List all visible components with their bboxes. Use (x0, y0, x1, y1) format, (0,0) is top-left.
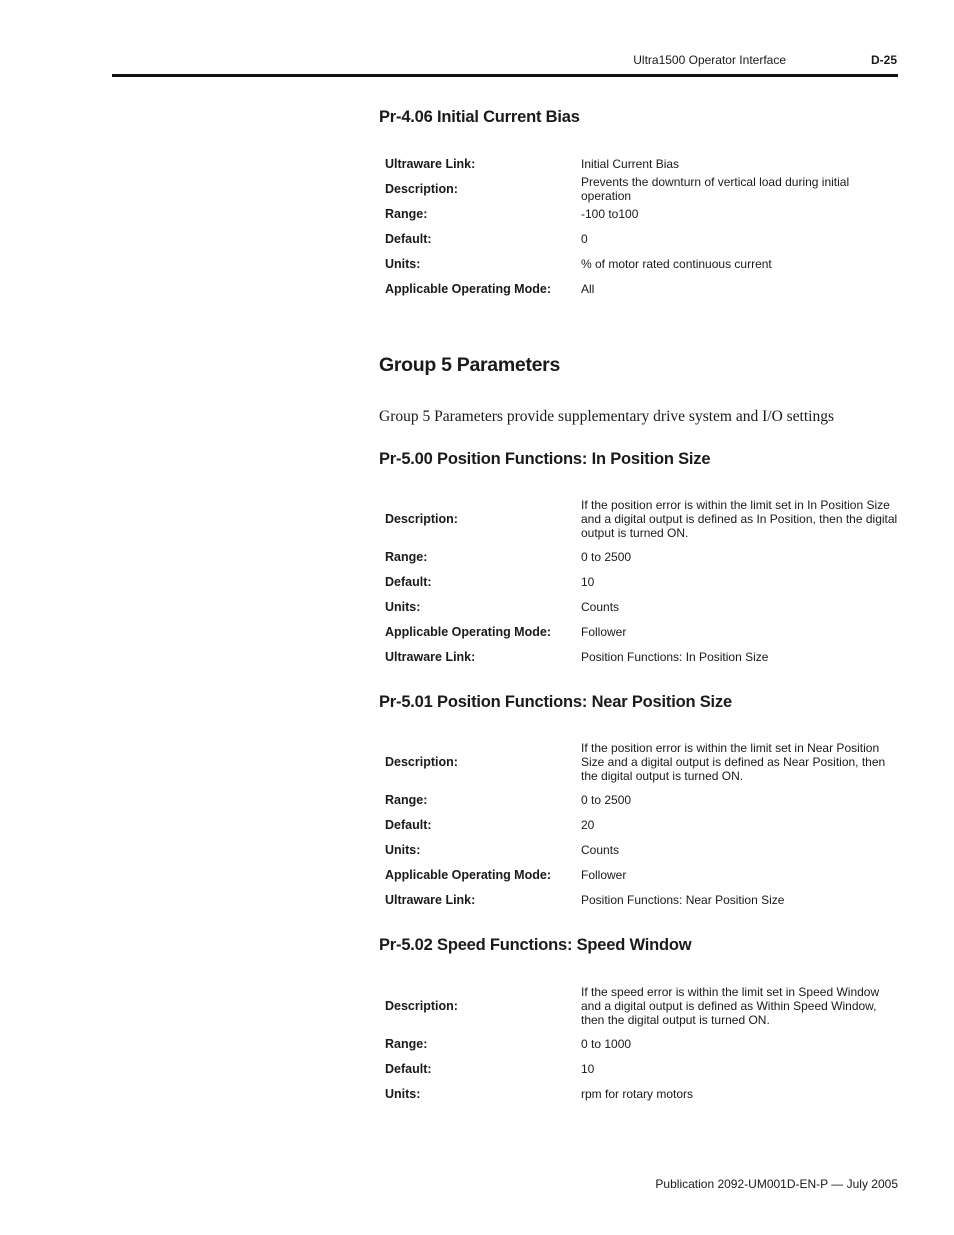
param-table-pr-5-00 (385, 494, 900, 669)
param-label: Default: (385, 231, 432, 246)
param-value: Follower (581, 867, 627, 882)
param-label: Units: (385, 256, 421, 271)
table-row (385, 151, 900, 176)
param-label: Ultraware Link: (385, 649, 476, 664)
param-label: Applicable Operating Mode: (385, 281, 551, 296)
param-value: Counts (581, 599, 620, 614)
param-table-pr-5-01 (385, 737, 900, 912)
table-row (385, 226, 900, 251)
param-label: Units: (385, 842, 421, 857)
table-row (385, 494, 900, 544)
table-row (385, 544, 900, 569)
table-row (385, 594, 900, 619)
param-value: 10 (581, 574, 595, 589)
section-heading-pr-5-00: Pr-5.00 Position Functions: In Position Size (379, 450, 711, 468)
param-label: Range: (385, 206, 428, 221)
table-row (385, 981, 900, 1031)
section-heading-pr-5-01: Pr-5.01 Position Functions: Near Position Size (379, 693, 732, 711)
param-label: Default: (385, 817, 432, 832)
param-label: Description: (385, 755, 458, 769)
param-label: Ultraware Link: (385, 156, 476, 171)
param-value: 20 (581, 817, 595, 832)
table-row (385, 251, 900, 276)
param-value: If the position error is within the limit set in Near Position Size and a digital output is defined as Near Position, then the digital output is turned ON. (581, 741, 886, 783)
table-row (385, 644, 900, 669)
table-row (385, 1031, 900, 1056)
section-heading-pr-5-02: Pr-5.02 Speed Functions: Speed Window (379, 936, 692, 954)
param-value: 10 (581, 1061, 595, 1076)
table-row (385, 201, 900, 226)
param-value: Position Functions: Near Position Size (581, 892, 785, 907)
page-number: D-25 (870, 53, 897, 67)
table-row (385, 862, 900, 887)
table-row (385, 837, 900, 862)
table-row (385, 276, 900, 301)
param-value: 0 to 2500 (581, 792, 632, 807)
param-value: 0 to 2500 (581, 549, 632, 564)
param-label: Applicable Operating Mode: (385, 867, 551, 882)
table-row (385, 176, 900, 201)
param-table-pr-4-06 (385, 151, 900, 301)
param-label: Range: (385, 1036, 428, 1051)
param-label: Range: (385, 792, 428, 807)
table-row (385, 737, 900, 787)
section-heading-pr-4-06: Pr-4.06 Initial Current Bias (379, 108, 580, 126)
table-row (385, 787, 900, 812)
table-row (385, 569, 900, 594)
param-value: If the position error is within the limit set in In Position Size and a digital output is defined as In Position, then the digital output is turned ON. (581, 498, 898, 540)
param-value: Counts (581, 842, 620, 857)
param-value: % of motor rated continuous current (581, 256, 772, 271)
table-row (385, 1081, 900, 1106)
param-value: Position Functions: In Position Size (581, 649, 769, 664)
param-value: Follower (581, 624, 627, 639)
group-heading: Group 5 Parameters (379, 354, 561, 376)
param-label: Default: (385, 574, 432, 589)
table-row (385, 619, 900, 644)
table-row (385, 887, 900, 912)
header-rule (112, 74, 898, 77)
param-value: -100 to100 (581, 206, 639, 221)
param-label: Range: (385, 549, 428, 564)
group-intro-text: Group 5 Parameters provide supplementary drive system and I/O settings (379, 408, 834, 425)
param-label: Description: (385, 181, 458, 196)
param-value: All (581, 281, 595, 296)
param-value: Prevents the downturn of vertical load during initial operation (581, 174, 850, 203)
param-value: If the speed error is within the limit set in Speed Window and a digital output is defined as Within Speed Window, then the digital output is turned ON. (581, 985, 880, 1027)
param-value: rpm for rotary motors (581, 1086, 694, 1101)
param-label: Description: (385, 512, 458, 526)
running-header-title: Ultra1500 Operator Interface (633, 53, 786, 67)
table-row (385, 812, 900, 837)
param-value: Initial Current Bias (581, 156, 680, 171)
param-value: 0 (581, 231, 588, 246)
param-label: Default: (385, 1061, 432, 1076)
param-label: Ultraware Link: (385, 892, 476, 907)
table-row (385, 1056, 900, 1081)
publication-footer: Publication 2092-UM001D-EN-P — July 2005 (655, 1177, 898, 1191)
param-label: Applicable Operating Mode: (385, 624, 551, 639)
param-value: 0 to 1000 (581, 1036, 632, 1051)
param-label: Description: (385, 999, 458, 1013)
param-table-pr-5-02 (385, 981, 900, 1106)
param-label: Units: (385, 599, 421, 614)
param-label: Units: (385, 1086, 421, 1101)
